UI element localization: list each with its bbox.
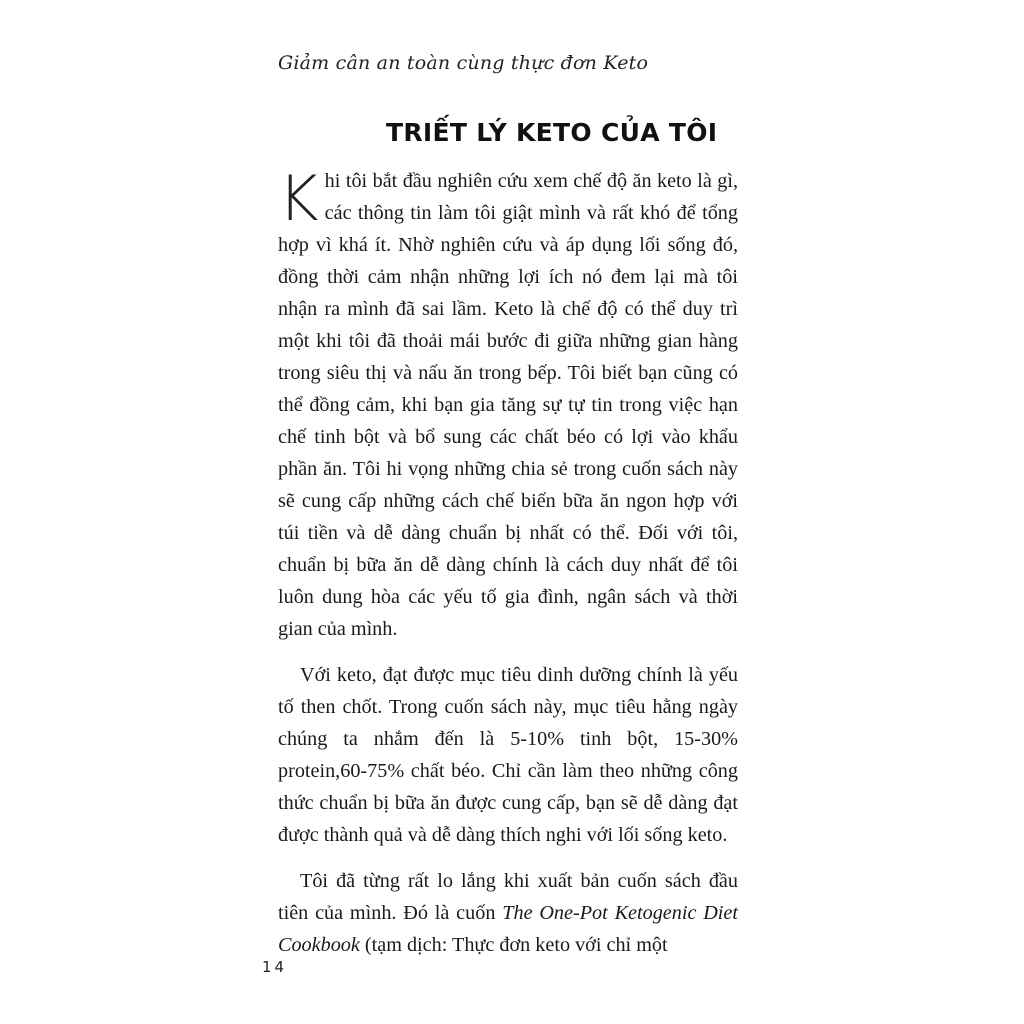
book-title: The One-Pot Ketogenic Diet Cookbook [278, 902, 738, 956]
chapter-title: TRIẾT LÝ KETO CỦA TÔI [386, 118, 718, 147]
paragraph-1 [278, 162, 738, 645]
paragraph-3-text-after: (tạm dịch: Thực đơn keto với chỉ một [359, 934, 668, 956]
running-head: Giảm cân an toàn cùng thực đơn Keto [278, 52, 649, 74]
drop-cap: K [278, 162, 319, 235]
paragraph-1-text: hi tôi bắt đầu nghiên cứu xem chế độ ăn keto là gì, các thông tin làm tôi giật mình và rất khó để tổng hợp vì khá ít. Nhờ nghiên cứu và áp dụng lối sống đó, đồng thời cảm nhận những lợi ích nó đem lại mà tôi nhận ra mình đã sai lầm. Keto là chế độ có thể duy trì một khi tôi đã thoải mái bước đi giữa những gian hàng trong siêu thị và nấu ăn trong bếp. Tôi biết bạn cũng có thể đồng cảm, khi bạn gia tăng sự tự tin trong việc hạn chế tinh bột và bổ sung các chất béo có lợi vào khẩu phần ăn. Tôi hi vọng những chia sẻ trong cuốn sách này sẽ cung cấp những cách chế biến bữa ăn ngon hợp với túi tiền và dễ dàng chuẩn bị nhất có thể. Đối với tôi, chuẩn bị bữa ăn dễ dàng chính là cách duy nhất để tôi luôn dung hòa các yếu tố gia đình, ngân sách và thời gian của mình. [278, 170, 738, 640]
page-number: 14 [262, 958, 288, 976]
paragraph-3 [278, 865, 738, 961]
paragraph-3-text-before: Tôi đã từng rất lo lắng khi xuất bản cuốn sách đầu tiên của mình. Đó là cuốn [278, 870, 738, 924]
paragraph-2: Với keto, đạt được mục tiêu dinh dưỡng chính là yếu tố then chốt. Trong cuốn sách này, mục tiêu hằng ngày chúng ta nhắm đến là 5-10% tinh bột, 15-30% protein,60-75% chất béo. Chỉ cần làm theo những công thức chuẩn bị bữa ăn được cung cấp, bạn sẽ dễ dàng đạt được thành quả và dễ dàng thích nghi với lối sống keto. [278, 664, 738, 846]
body-text [278, 162, 738, 961]
